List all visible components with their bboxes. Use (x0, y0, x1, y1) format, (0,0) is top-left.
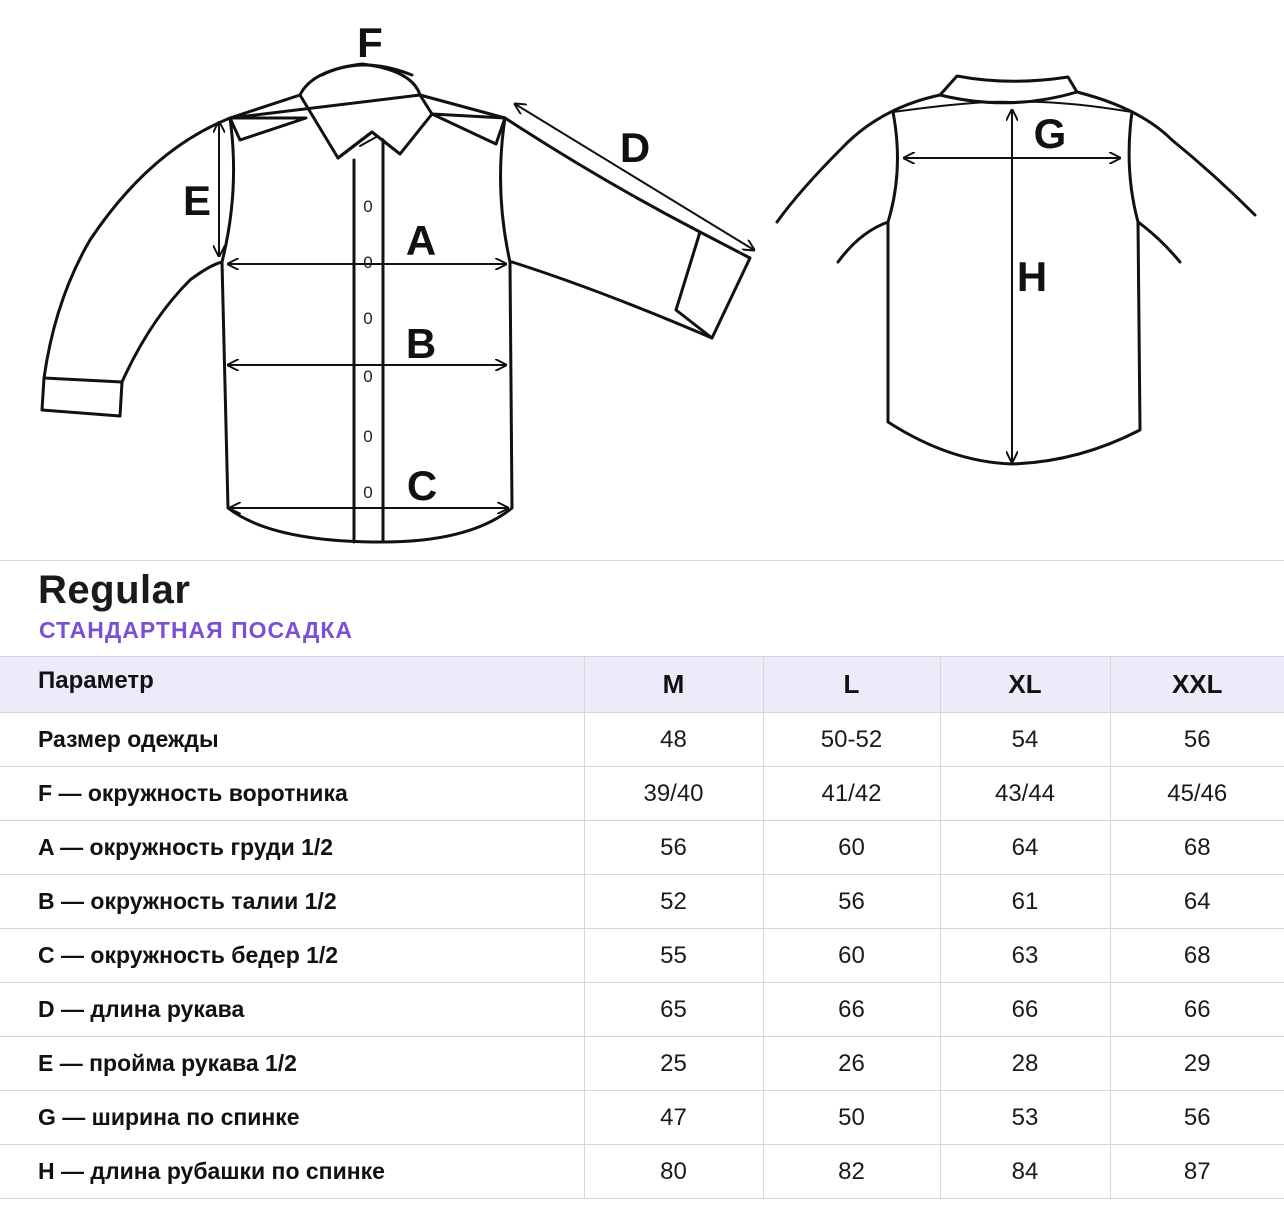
cell-xxl: 66 (1110, 983, 1284, 1037)
cell-xl: 84 (940, 1145, 1110, 1199)
cell-l: 82 (763, 1145, 940, 1199)
cell-l: 66 (763, 983, 940, 1037)
cell-l: 60 (763, 929, 940, 983)
table-row (0, 1145, 1284, 1199)
cell-m: 25 (584, 1037, 763, 1091)
button-6: 0 (363, 483, 373, 502)
label-f: F (357, 19, 383, 66)
cell-l: 50-52 (763, 713, 940, 767)
cell-m: 39/40 (584, 767, 763, 821)
table-row (0, 983, 1284, 1037)
label-e: E (182, 177, 212, 224)
cell-m: 80 (584, 1145, 763, 1199)
cell-m: 52 (584, 875, 763, 929)
column-header-xl: XL (940, 657, 1110, 713)
cell-xl: 63 (940, 929, 1110, 983)
cell-xxl: 64 (1110, 875, 1284, 929)
cell-l: 60 (763, 821, 940, 875)
column-header-xxl: XXL (1110, 657, 1284, 713)
table-row (0, 929, 1284, 983)
cell-xl: 64 (940, 821, 1110, 875)
cell-m: 65 (584, 983, 763, 1037)
cell-xxl: 29 (1110, 1037, 1284, 1091)
cell-m: 55 (584, 929, 763, 983)
front-left-sleeve (44, 118, 230, 382)
cell-xxl: 68 (1110, 821, 1284, 875)
table-row (0, 1091, 1284, 1145)
row-param: E — пройма рукава 1/2 (0, 1037, 584, 1091)
cell-xl: 28 (940, 1037, 1110, 1091)
cell-xxl: 56 (1110, 1091, 1284, 1145)
button-2: 0 (363, 253, 373, 272)
column-header-m: M (584, 657, 763, 713)
table-row (0, 821, 1284, 875)
row-param: C — окружность бедер 1/2 (0, 929, 584, 983)
cell-xxl: 68 (1110, 929, 1284, 983)
label-c: C (406, 462, 438, 509)
label-g: G (1033, 110, 1067, 157)
button-5: 0 (363, 427, 373, 446)
back-collar (940, 76, 1077, 103)
column-header-parameter: Параметр (0, 657, 584, 713)
cell-xl: 54 (940, 713, 1110, 767)
cell-xxl: 87 (1110, 1145, 1284, 1199)
cell-l: 41/42 (763, 767, 940, 821)
table-row (0, 767, 1284, 821)
button-1: 0 (363, 197, 373, 216)
shirt-diagram (0, 0, 1284, 560)
cell-m: 47 (584, 1091, 763, 1145)
cell-xl: 61 (940, 875, 1110, 929)
row-param: D — длина рукава (0, 983, 584, 1037)
cell-l: 56 (763, 875, 940, 929)
cell-xl: 43/44 (940, 767, 1110, 821)
fit-title: Regular (38, 568, 191, 612)
table-row (0, 1037, 1284, 1091)
size-table (0, 656, 1284, 1199)
front-buttons (363, 197, 372, 502)
cell-l: 50 (763, 1091, 940, 1145)
cell-l: 26 (763, 1037, 940, 1091)
button-4: 0 (363, 367, 373, 386)
row-param: G — ширина по спинке (0, 1091, 584, 1145)
fit-subtitle: СТАНДАРТНАЯ ПОСАДКА (39, 617, 354, 643)
cell-m: 56 (584, 821, 763, 875)
row-param: Размер одежды (0, 713, 584, 767)
label-d: D (619, 124, 651, 171)
table-row (0, 713, 1284, 767)
section-divider (0, 560, 1284, 561)
label-b: B (405, 320, 437, 367)
cell-m: 48 (584, 713, 763, 767)
cell-xl: 66 (940, 983, 1110, 1037)
row-param: H — длина рубашки по спинке (0, 1145, 584, 1199)
cell-xxl: 56 (1110, 713, 1284, 767)
table-row (0, 875, 1284, 929)
cell-xxl: 45/46 (1110, 767, 1284, 821)
column-header-l: L (763, 657, 940, 713)
row-param: F — окружность воротника (0, 767, 584, 821)
label-h: H (1016, 253, 1048, 300)
shirt-drawing (0, 0, 1284, 560)
row-param: A — окружность груди 1/2 (0, 821, 584, 875)
row-param: B — окружность талии 1/2 (0, 875, 584, 929)
table-header-row (0, 657, 1284, 713)
button-3: 0 (363, 309, 373, 328)
front-collar (300, 64, 432, 158)
label-a: A (405, 217, 437, 264)
cell-xl: 53 (940, 1091, 1110, 1145)
